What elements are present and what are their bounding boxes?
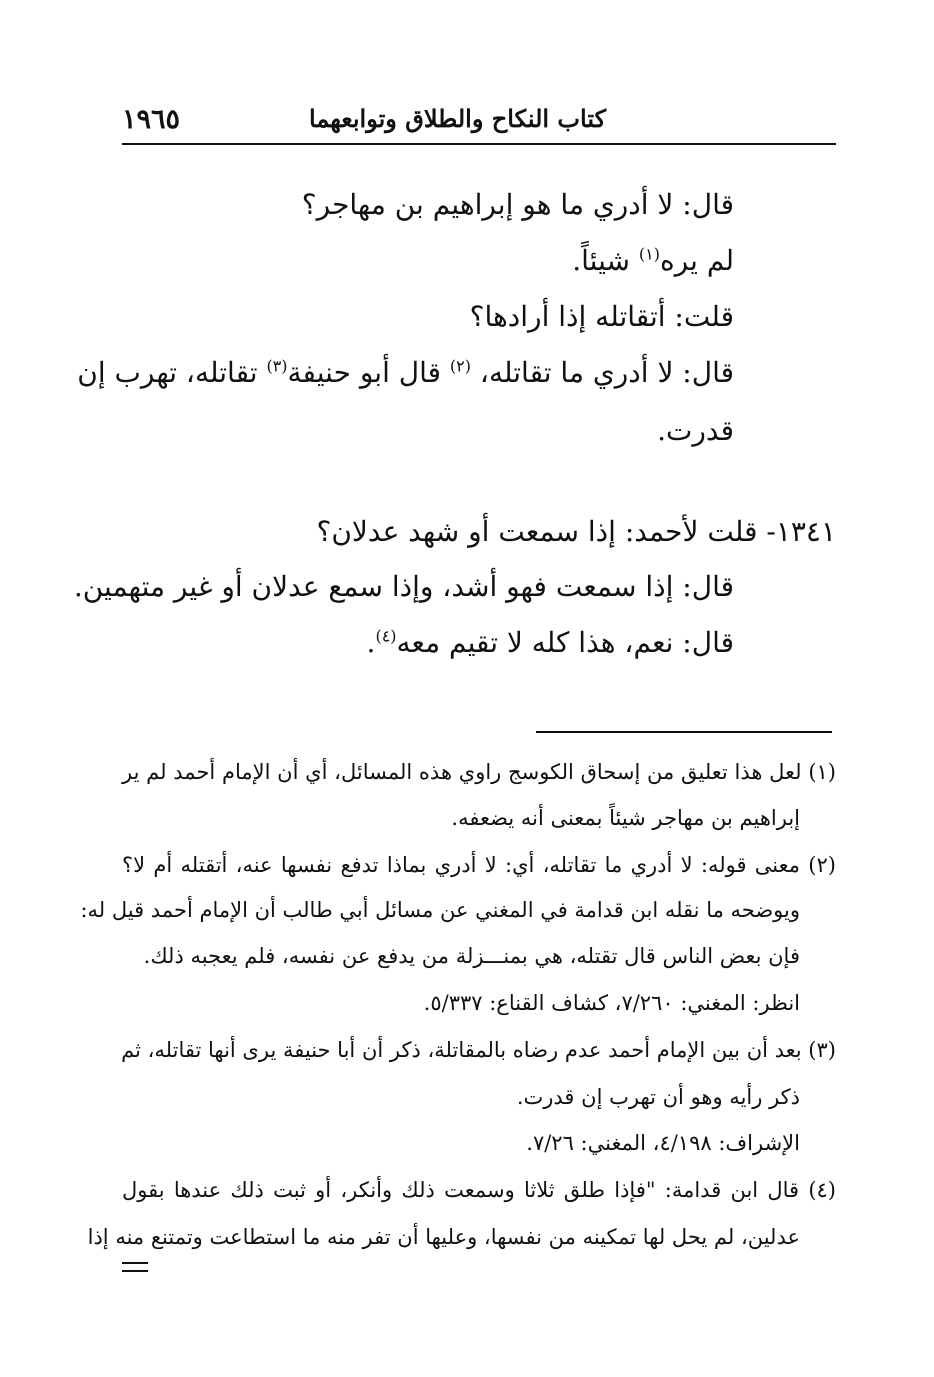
footnote-2-line-1: (٢) معنى قوله: لا أدري ما تقاتله، أي: لا أدري بماذا تدفع نفسها عنه، أتقتله أم لا؟ [122, 853, 836, 877]
body-line-5: قدرت. [657, 414, 734, 447]
footnote-4-line-2: عدلين، لم يحل لها تمكينه من نفسها، وعليها أن تفر منه ما استطاعت وتمتنع منه إذا [87, 1225, 800, 1249]
body-line-8 [367, 626, 734, 659]
footnote-3-line-1: (٣) بعد أن بين الإمام أحمد عدم رضاه بالمقاتلة، ذكر أن أبا حنيفة يرى أنها تقاتله، ثم [121, 1038, 836, 1062]
body-line-2 [572, 244, 734, 277]
continuation-mark [122, 1262, 148, 1272]
footnote-ref-1[interactable]: (١) [638, 244, 661, 264]
body-text: شيئاً. [572, 244, 639, 277]
footnote-1-line-1: (١) لعل هذا تعليق من إسحاق الكوسج راوي هذه المسائل، أي أن الإمام أحمد لم ير [122, 760, 836, 784]
footnote-3-line-3: الإشراف: ٤/١٩٨، المغني: ٧/٢٦. [526, 1131, 800, 1155]
page-number: ١٩٦٥ [122, 104, 181, 135]
body-text: قال: نعم، هذا كله لا تقيم معه [396, 626, 734, 659]
footnote-4-line-1: (٤) قال ابن قدامة: "فإذا طلق ثلاثا وسمعت ذلك وأنكر، أو ثبت ذلك عندها بقول [122, 1178, 836, 1202]
page-header [122, 100, 836, 140]
body-text: قال: لا أدري ما تقاتله، [479, 356, 734, 389]
issue-1341-question: ١٣٤١- قلت لأحمد: إذا سمعت أو شهد عدلان؟ [316, 515, 836, 548]
body-line-1: قال: لا أدري ما هو إبراهيم بن مهاجر؟ [301, 188, 734, 221]
running-title: كتاب النكاح والطلاق وتوابعهما [309, 104, 606, 133]
body-text: . [366, 626, 376, 659]
footnote-separator [536, 731, 832, 733]
footnote-3-line-2: ذكر رأيه وهو أن تهرب إن قدرت. [516, 1085, 800, 1109]
body-text: لم يره [660, 244, 734, 277]
header-rule [122, 143, 836, 145]
footnote-1-line-2: إبراهيم بن مهاجر شيئاً بمعنى أنه يضعفه. [451, 806, 800, 830]
body-line-4 [77, 356, 734, 389]
body-line-7: قال: إذا سمعت فهو أشد، وإذا سمع عدلان أو غير متهمين. [73, 570, 734, 603]
footnote-2-line-4: انظر: المغني: ٧/٢٦٠، كشاف القناع: ٥/٣٣٧. [423, 991, 800, 1015]
body-line-3: قلت: أتقاتله إذا أرادها؟ [469, 300, 734, 333]
footnote-ref-2[interactable]: (٢) [449, 356, 472, 376]
footnote-2-line-2: ويوضحه ما نقله ابن قدامة في المغني عن مسائل أبي طالب أن الإمام أحمد قيل له: [80, 898, 800, 922]
footnote-ref-4[interactable]: (٤) [375, 626, 397, 646]
body-text: قال أبو حنيفة [287, 356, 450, 389]
footnote-ref-3[interactable]: (٣) [266, 356, 288, 376]
footnote-2-line-3: فإن بعض الناس قال تقتله، هي بمنـــزلة من يدفع عن نفسه، فلم يعجبه ذلك. [143, 944, 800, 968]
body-text: تقاتله، تهرب إن [77, 356, 267, 389]
